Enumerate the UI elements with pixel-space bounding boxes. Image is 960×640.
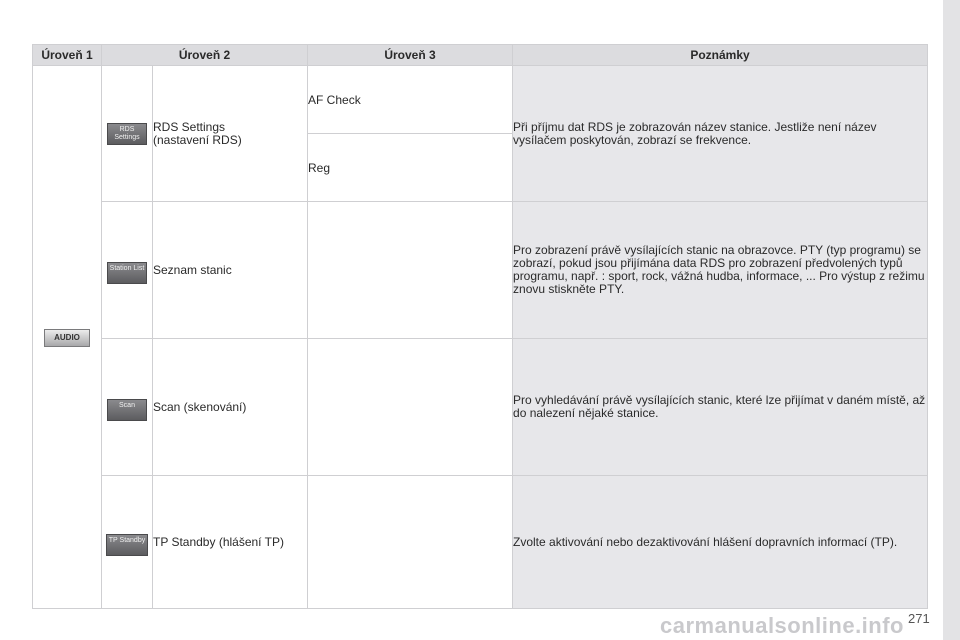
table-header-row [33,45,928,66]
icon-cell [102,476,153,609]
side-strip [943,0,960,640]
note-scan: Pro vyhledávání právě vysílajících stanic, které lze přijímat v daném místě, až do nalezení nějaké stanice. [513,339,928,476]
level3-empty [308,476,513,609]
note-station-list: Pro zobrazení právě vysílajících stanic na obrazovce. PTY (typ programu) se zobrazí, pokud jsou přijímána data RDS pro zobrazení předvolených typů programu, např. : sport, rock, vážná hudba, informace, ... Pro výstup z režimu znovu stiskněte PTY. [513,202,928,339]
note-tp-standby: Zvolte aktivování nebo dezaktivování hlášení dopravních informací (TP). [513,476,928,609]
header-level-2: Úroveň 2 [102,45,308,66]
icon-cell [102,339,153,476]
level2-tp-standby: TP Standby (hlášení TP) [153,476,308,609]
header-level-3: Úroveň 3 [308,45,513,66]
table-row [33,339,928,476]
level2-scan: Scan (skenování) [153,339,308,476]
audio-button-icon: AUDIO [44,329,90,347]
header-notes: Poznámky [513,45,928,66]
tp-standby-button-icon: TP Standby [106,534,148,556]
level3-reg: Reg [308,134,513,202]
station-list-button-icon: Station List [107,262,147,284]
scan-button-icon: Scan [107,399,147,421]
page-number: 271 [908,611,930,626]
rds-settings-button-icon: RDS Settings [107,123,147,145]
level1-cell [33,66,102,609]
table-row [33,476,928,609]
table-row [33,202,928,339]
menu-structure-table [32,44,928,609]
level2-station-list: Seznam stanic [153,202,308,339]
icon-cell [102,202,153,339]
header-level-1: Úroveň 1 [33,45,102,66]
icon-cell [102,66,153,202]
watermark: carmanualsonline.info [660,613,904,638]
level3-empty [308,202,513,339]
note-rds: Při příjmu dat RDS je zobrazován název stanice. Jestliže není název vysílačem poskytován, zobrazí se frekvence. [513,66,928,202]
level2-rds-settings: RDS Settings (nastavení RDS) [153,66,308,202]
table-row [33,66,928,134]
level3-empty [308,339,513,476]
level3-af-check: AF Check [308,66,513,134]
